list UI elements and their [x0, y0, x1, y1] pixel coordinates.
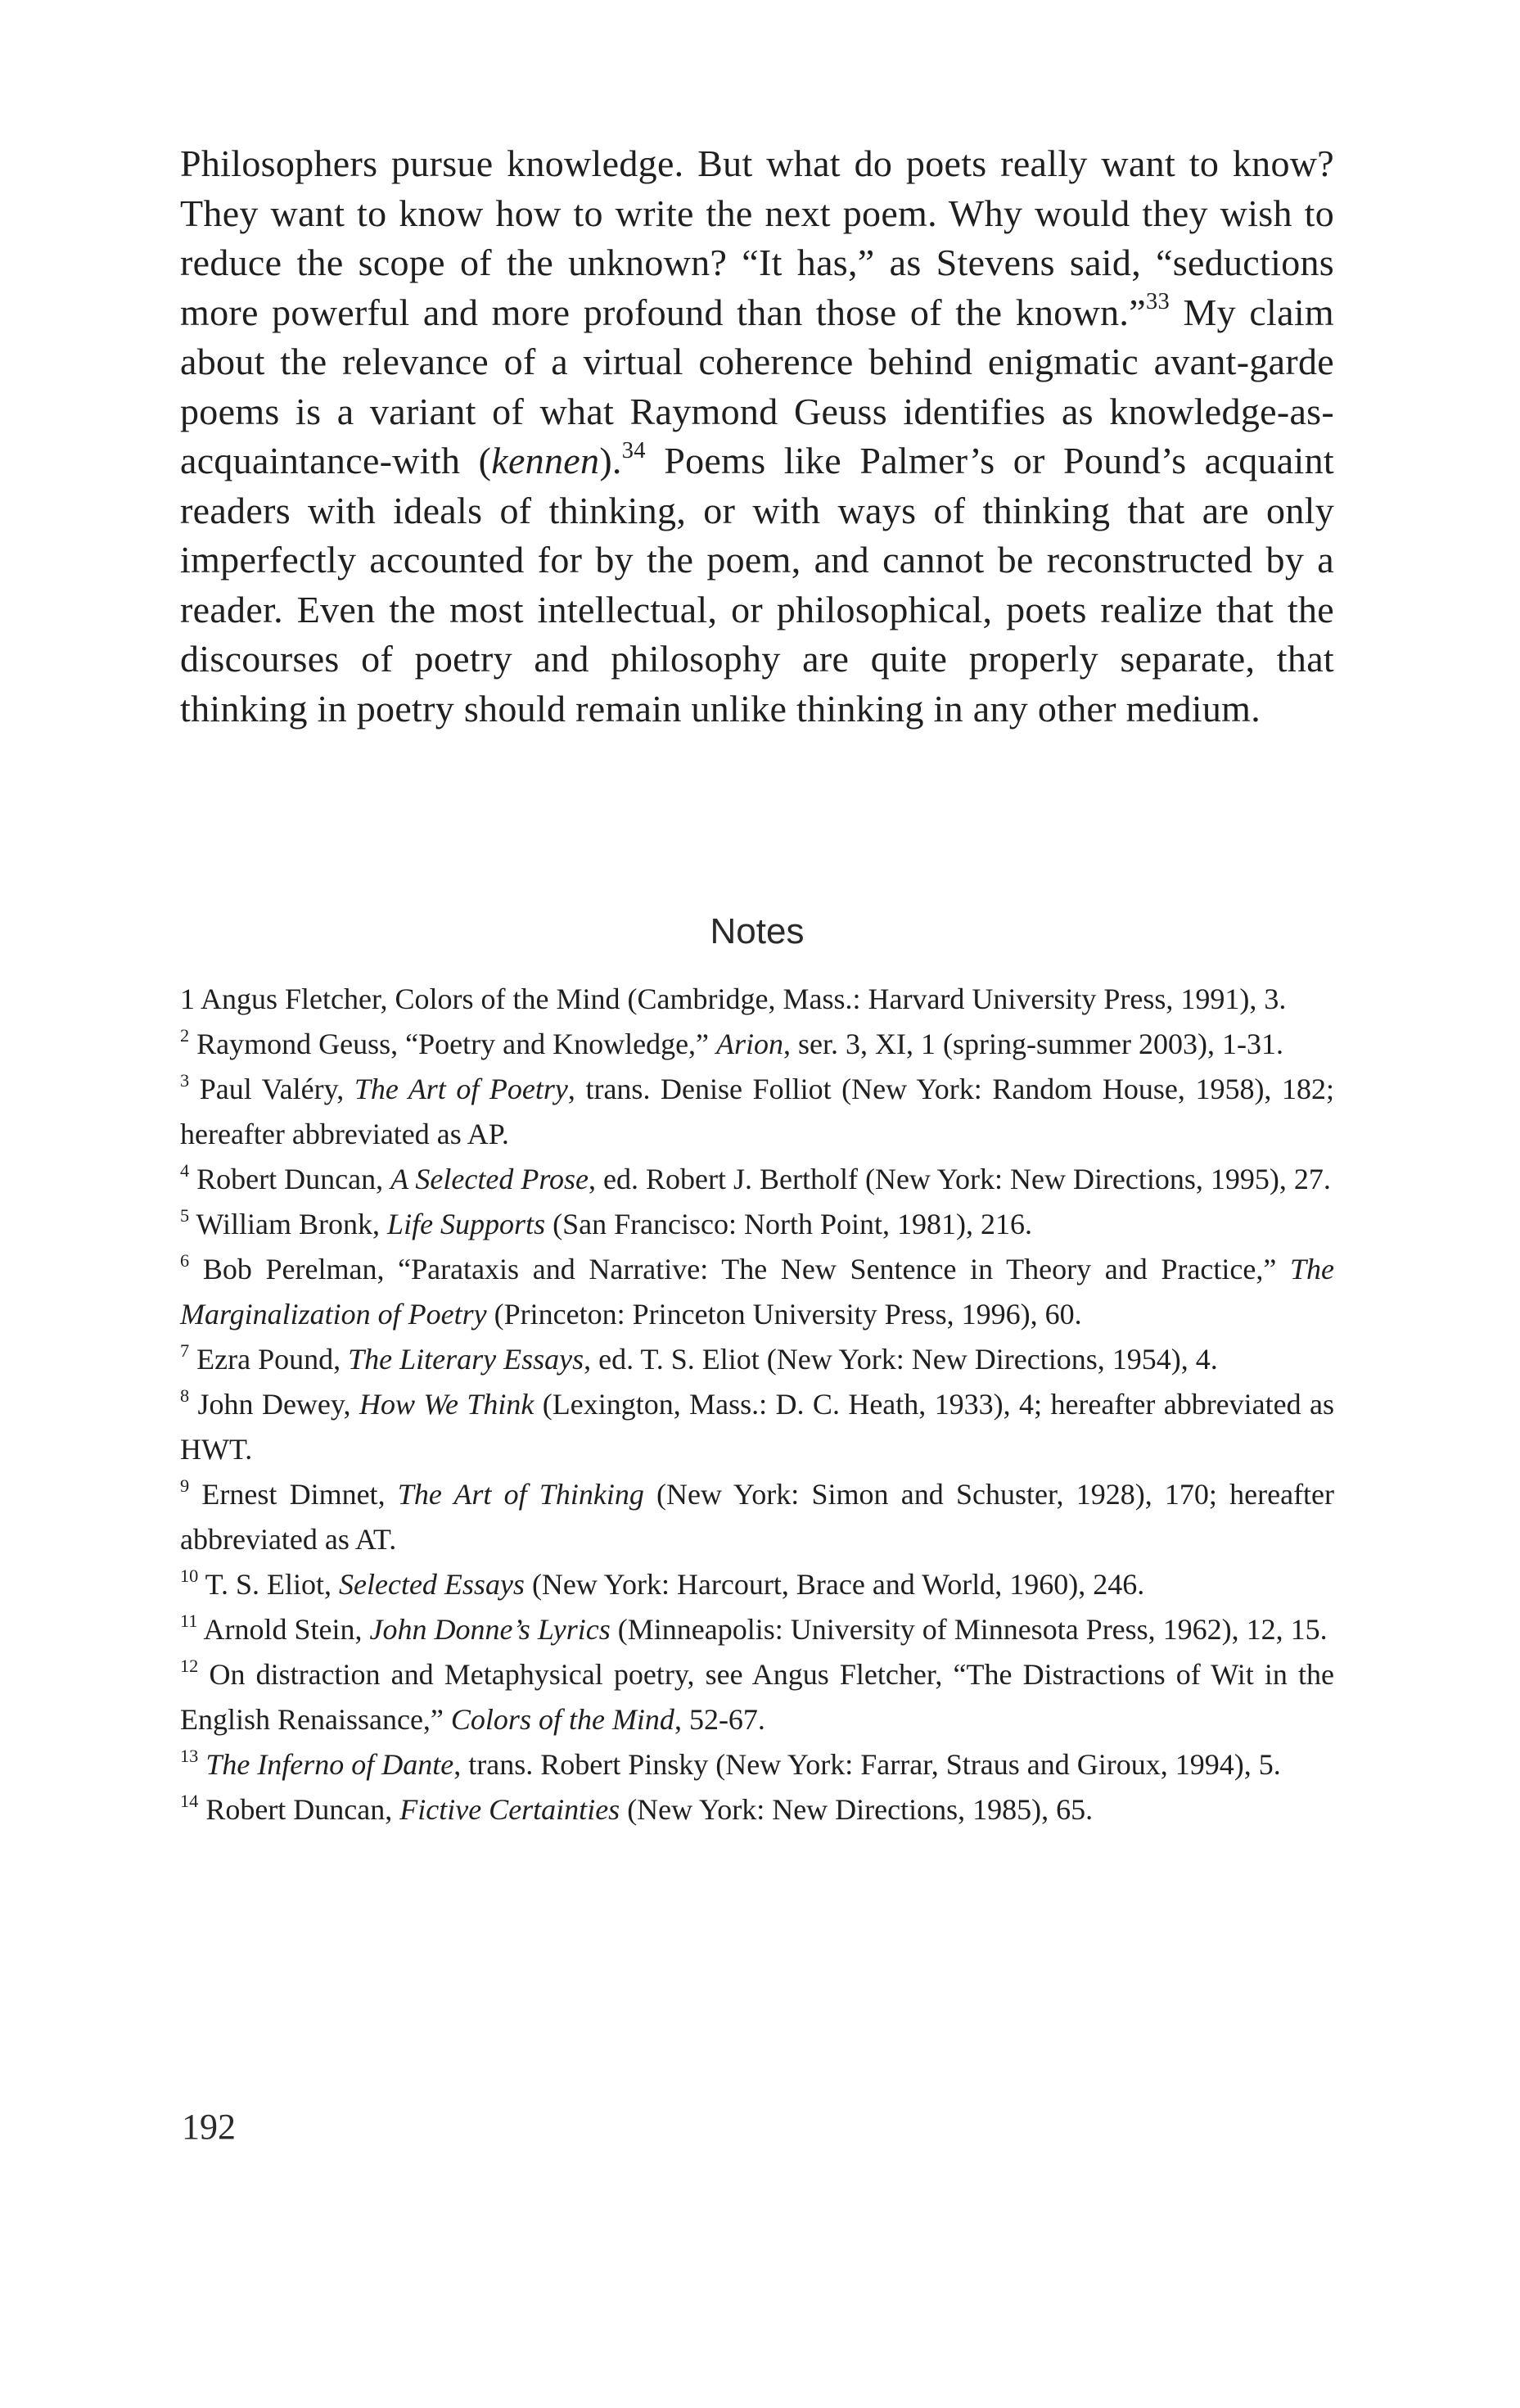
note-title: The Marginalization of Poetry [180, 1253, 1335, 1330]
note-text: Raymond Geuss, “Poetry and Knowledge,” [196, 1028, 717, 1060]
note-text: T. S. Eliot, [205, 1568, 340, 1601]
note-text: John Dewey, [197, 1388, 359, 1421]
note-title: The Art of Thinking [397, 1478, 644, 1511]
note-number: 3 [180, 1069, 190, 1091]
note-item [180, 1382, 1334, 1472]
note-number: 7 [180, 1340, 190, 1361]
body-text-run: Philosophers pursue knowledge. But what do poets really want to know? They want to know how to write the next poem. Why would they wish to reduce the scope of the unknown? “It has,” as Stevens said, “seductions more powerful and more profound than those of the known.” [180, 142, 1334, 333]
note-title: The Art of Poetry [354, 1073, 568, 1105]
note-number: 4 [180, 1159, 190, 1181]
body-text [180, 139, 1334, 734]
note-title: Colors of the Mind [450, 1703, 674, 1736]
note-title: How We Think [359, 1388, 534, 1421]
note-item [180, 1022, 1334, 1067]
note-number: 10 [180, 1565, 199, 1586]
note-ref-34: 34 [621, 437, 646, 463]
note-item [180, 977, 1334, 1022]
note-text: Angus Fletcher, Colors of the Mind (Cambridge, Mass.: Harvard University Press, 1991), 3. [201, 983, 1287, 1015]
note-text: Ezra Pound, [196, 1343, 349, 1376]
note-item [180, 1472, 1334, 1562]
note-text: (Princeton: Princeton University Press, 1996), 60. [486, 1298, 1082, 1330]
body-text-run: Poems like Palmer’s or Pound’s acquaint readers with ideals of thinking, or with ways of thinking that are only imperfectly accounted for by the poem, and cannot be reconstructed by a reader. Even the most intellectual, or philosophical, poets realize that the discourses of poetry and philosophy are quite properly separate, that thinking in poetry should remain unlike thinking in any other medium. [180, 440, 1334, 730]
note-number: 11 [180, 1610, 198, 1631]
note-text: (New York: New Directions, 1985), 65. [620, 1793, 1094, 1826]
body-paragraph [180, 139, 1334, 734]
note-title: A Selected Prose [390, 1163, 589, 1195]
note-item [180, 1562, 1334, 1607]
note-text: William Bronk, [196, 1208, 388, 1240]
note-text: (Minneapolis: University of Minnesota Press, 1962), 12, 15. [610, 1613, 1328, 1646]
note-number: 13 [180, 1745, 199, 1766]
note-item [180, 1247, 1334, 1337]
note-item [180, 1067, 1334, 1157]
note-title: John Donne’s Lyrics [369, 1613, 611, 1646]
note-text: , ed. Robert J. Bertholf (New York: New Directions, 1995), 27. [589, 1163, 1331, 1195]
body-text-run: ). [599, 440, 622, 481]
note-text: (San Francisco: North Point, 1981), 216. [545, 1208, 1033, 1240]
note-text: (Lexington, Mass.: D. C. Heath, 1933), 4; hereafter abbreviated as HWT. [180, 1388, 1334, 1466]
note-text: , 52-67. [674, 1703, 765, 1736]
note-item [180, 1157, 1334, 1202]
note-text: (New York: Harcourt, Brace and World, 1960), 246. [524, 1568, 1145, 1601]
note-item [180, 1787, 1334, 1832]
note-title: Life Supports [387, 1208, 546, 1240]
note-title: Arion [716, 1028, 784, 1060]
note-number: 9 [180, 1475, 190, 1496]
note-number: 5 [180, 1204, 190, 1226]
note-item [180, 1337, 1334, 1382]
note-text: (New York: Simon and Schuster, 1928), 170; hereafter abbreviated as AT. [180, 1478, 1335, 1556]
note-text: Arnold Stein, [203, 1613, 370, 1646]
note-title: The Inferno of Dante [205, 1748, 454, 1781]
note-text: , trans. Denise Folliot (New York: Random House, 1958), 182; hereafter abbreviated as AP. [180, 1073, 1335, 1150]
notes-list [180, 977, 1334, 1832]
note-title: Selected Essays [339, 1568, 525, 1601]
body-italic-term: kennen [491, 440, 600, 481]
note-item [180, 1652, 1334, 1742]
note-item [180, 1607, 1334, 1652]
note-title: The Literary Essays [348, 1343, 584, 1376]
page-number: 192 [182, 2107, 236, 2147]
note-text: Bob Perelman, “Parataxis and Narrative: The New Sentence in Theory and Practice,” [202, 1253, 1291, 1285]
note-text: Robert Duncan, [196, 1163, 391, 1195]
note-item [180, 1202, 1334, 1247]
body-text-run: My claim about the relevance of a virtual coherence behind enigmatic avant-garde poems is a variant of what Raymond Geuss identifies as knowledge-as-acquaintance-with ( [180, 291, 1335, 481]
note-number: 2 [180, 1024, 190, 1046]
note-item [180, 1742, 1334, 1787]
note-ref-33: 33 [1145, 289, 1170, 315]
note-number: 6 [180, 1249, 190, 1271]
note-text: , trans. Robert Pinsky (New York: Farrar, Straus and Giroux, 1994), 5. [453, 1748, 1281, 1781]
note-number: 12 [180, 1655, 199, 1676]
note-text: Ernest Dimnet, [201, 1478, 398, 1511]
note-number: 14 [180, 1790, 199, 1811]
notes-heading: Notes [710, 911, 805, 951]
note-text: Paul Valéry, [199, 1073, 354, 1105]
note-text: , ed. T. S. Eliot (New York: New Directions, 1954), 4. [584, 1343, 1218, 1376]
page [180, 139, 1334, 1832]
note-number: 8 [180, 1385, 190, 1406]
note-text: Robert Duncan, [205, 1793, 400, 1826]
note-text: On distraction and Metaphysical poetry, see Angus Fletcher, “The Distractions of Wit in the English Renaissance,” [180, 1658, 1334, 1736]
note-title: Fictive Certainties [399, 1793, 620, 1826]
note-number: 1 [180, 983, 195, 1015]
note-text: , ser. 3, XI, 1 (spring-summer 2003), 1-31. [783, 1028, 1283, 1060]
